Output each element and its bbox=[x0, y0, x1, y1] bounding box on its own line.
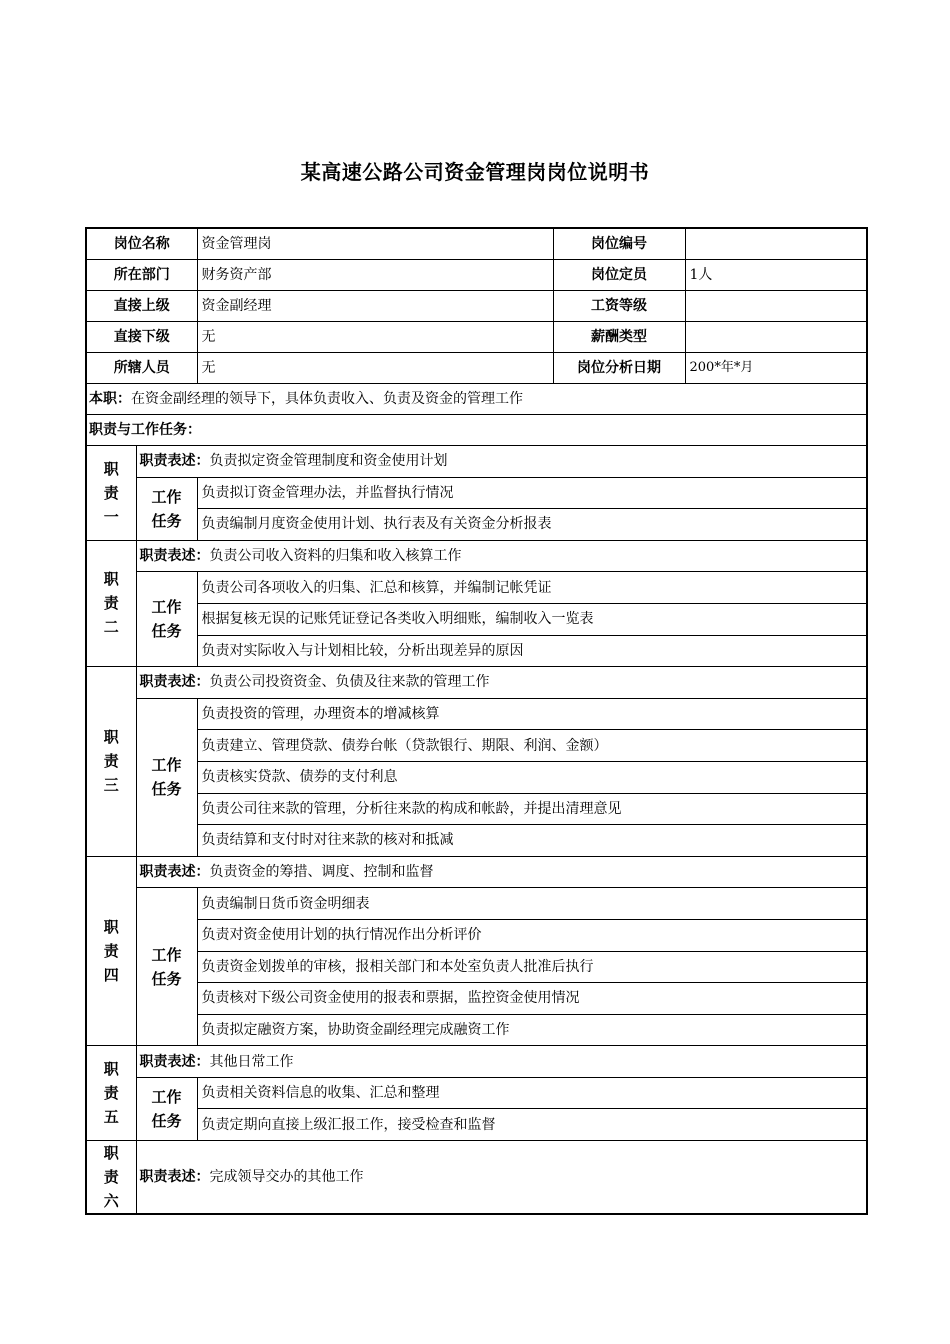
duty-desc-text: 完成领导交办的其他工作 bbox=[209, 1169, 364, 1186]
duty-desc-text: 负责公司收入资料的归集和收入核算工作 bbox=[209, 548, 462, 565]
duty-name-char: 责 bbox=[103, 1084, 119, 1103]
task-label-cell bbox=[136, 572, 197, 667]
position-name-label: 岗位名称 bbox=[86, 228, 197, 260]
task-item: 负责核对下级公司资金使用的报表和票据，监控资金使用情况 bbox=[197, 983, 867, 1015]
grade-label: 工资等级 bbox=[553, 291, 685, 322]
duty-desc-label: 职责表述： bbox=[139, 674, 210, 691]
analysis-date-value: 200*年*月 bbox=[685, 353, 867, 384]
duty-desc-row bbox=[86, 446, 867, 478]
duty-desc-label: 职责表述： bbox=[139, 864, 210, 881]
pay-type-value bbox=[685, 322, 867, 353]
task-label-text: 工作 bbox=[151, 945, 182, 964]
duty-name-char: 责 bbox=[103, 942, 119, 960]
info-row bbox=[86, 322, 867, 353]
task-label-text: 任务 bbox=[151, 622, 182, 641]
duty-name-char: 责 bbox=[103, 1168, 119, 1187]
dept-value: 财务资产部 bbox=[197, 260, 553, 291]
page-title: 某高速公路公司资金管理岗岗位说明书 bbox=[300, 160, 650, 184]
info-row bbox=[86, 260, 867, 291]
duty-desc-cell bbox=[136, 667, 867, 699]
position-name-value: 资金管理岗 bbox=[197, 228, 553, 260]
task-row bbox=[86, 477, 867, 509]
duty-desc-row bbox=[86, 540, 867, 572]
position-no-label: 岗位编号 bbox=[553, 228, 685, 260]
task-row bbox=[86, 698, 867, 730]
task-item: 负责对实际收入与计划相比较，分析出现差异的原因 bbox=[197, 635, 867, 667]
duty-desc-cell bbox=[136, 1046, 867, 1078]
task-row bbox=[86, 1014, 867, 1046]
duty-name-char: 职 bbox=[103, 728, 119, 747]
task-label-cell bbox=[136, 888, 197, 1046]
subordinate-label: 直接下级 bbox=[86, 322, 197, 353]
task-row bbox=[86, 603, 867, 635]
duty-desc-text: 其他日常工作 bbox=[209, 1053, 294, 1070]
task-label-text: 工作 bbox=[151, 1087, 182, 1106]
duty-desc-cell bbox=[136, 856, 867, 888]
duty-name-cell bbox=[86, 446, 136, 541]
task-label-cell bbox=[136, 698, 197, 856]
duty-name-cell bbox=[86, 1141, 136, 1215]
duty-statement-cell bbox=[86, 384, 867, 415]
task-label-cell bbox=[136, 477, 197, 540]
dept-label: 所在部门 bbox=[86, 260, 197, 291]
duty-desc-row bbox=[86, 1046, 867, 1078]
task-item: 负责编制日货币资金明细表 bbox=[197, 888, 867, 920]
duty-statement-text: 在资金副经理的领导下，具体负责收入、负责及资金的管理工作 bbox=[131, 391, 523, 407]
duties-header-row bbox=[86, 415, 867, 446]
duty-desc-label: 职责表述： bbox=[139, 1053, 210, 1070]
duty-name-char: 职 bbox=[103, 570, 119, 589]
duty-name-char: 二 bbox=[103, 618, 119, 637]
task-row bbox=[86, 761, 867, 793]
task-label-text: 任务 bbox=[151, 780, 182, 799]
duty-name-char: 职 bbox=[103, 918, 119, 936]
governed-value: 无 bbox=[197, 353, 553, 384]
task-item: 负责拟订资金管理办法，并监督执行情况 bbox=[197, 477, 867, 509]
task-item: 负责投资的管理，办理资本的增减核算 bbox=[197, 698, 867, 730]
task-label-text: 任务 bbox=[151, 1111, 182, 1130]
duty-desc-cell bbox=[136, 540, 867, 572]
duty-desc-label: 职责表述： bbox=[139, 453, 210, 470]
headcount-value: 1人 bbox=[685, 260, 867, 291]
task-item: 负责拟定融资方案，协助资金副经理完成融资工作 bbox=[197, 1014, 867, 1046]
analysis-date-label: 岗位分析日期 bbox=[553, 353, 685, 384]
task-item: 负责相关资料信息的收集、汇总和整理 bbox=[197, 1077, 867, 1109]
task-item: 负责公司往来款的管理，分析往来款的构成和帐龄，并提出清理意见 bbox=[197, 793, 867, 825]
task-row bbox=[86, 730, 867, 762]
job-description-table bbox=[85, 227, 868, 1215]
duty-name-char: 六 bbox=[103, 1192, 119, 1211]
duty-name-char: 职 bbox=[103, 1144, 119, 1163]
task-row bbox=[86, 983, 867, 1015]
duty-name-char: 职 bbox=[103, 1060, 119, 1079]
headcount-label: 岗位定员 bbox=[553, 260, 685, 291]
task-label-text: 工作 bbox=[151, 487, 182, 506]
duty-desc-text: 负责资金的筹措、调度、控制和监督 bbox=[209, 864, 434, 881]
task-item: 负责公司各项收入的归集、汇总和核算，并编制记帐凭证 bbox=[197, 572, 867, 604]
task-row bbox=[86, 572, 867, 604]
task-item: 根据复核无误的记账凭证登记各类收入明细账，编制收入一览表 bbox=[197, 603, 867, 635]
info-row bbox=[86, 291, 867, 322]
subordinate-value: 无 bbox=[197, 322, 553, 353]
task-label-cell bbox=[136, 1077, 197, 1140]
task-label-text: 工作 bbox=[151, 598, 182, 617]
duty-statement-row bbox=[86, 384, 867, 415]
task-row bbox=[86, 1077, 867, 1109]
info-row bbox=[86, 353, 867, 384]
duty-name-char: 责 bbox=[103, 483, 119, 502]
superior-label: 直接上级 bbox=[86, 291, 197, 322]
task-item: 负责核实贷款、债券的支付利息 bbox=[197, 761, 867, 793]
duty-desc-row bbox=[86, 1141, 867, 1215]
duty-desc-text: 负责拟定资金管理制度和资金使用计划 bbox=[209, 453, 448, 470]
duty-name-cell bbox=[86, 540, 136, 666]
duty-desc-label: 职责表述： bbox=[139, 1169, 210, 1186]
duty-name-char: 职 bbox=[103, 459, 119, 478]
duty-desc-cell bbox=[136, 1141, 867, 1215]
task-item: 负责定期向直接上级汇报工作，接受检查和监督 bbox=[197, 1109, 867, 1141]
duty-name-char: 三 bbox=[103, 776, 119, 795]
duty-name-char: 一 bbox=[103, 507, 119, 526]
duty-name-char: 责 bbox=[103, 752, 119, 771]
task-row bbox=[86, 919, 867, 951]
task-item: 负责结算和支付时对往来款的核对和抵减 bbox=[197, 825, 867, 857]
superior-value: 资金副经理 bbox=[197, 291, 553, 322]
task-label-text: 工作 bbox=[151, 756, 182, 775]
info-row bbox=[86, 228, 867, 260]
duty-desc-row bbox=[86, 856, 867, 888]
task-row bbox=[86, 793, 867, 825]
task-row bbox=[86, 1109, 867, 1141]
task-row bbox=[86, 509, 867, 541]
duty-desc-cell bbox=[136, 446, 867, 478]
duty-desc-label: 职责表述： bbox=[139, 548, 210, 565]
duty-name-cell bbox=[86, 667, 136, 857]
duty-desc-text: 负责公司投资资金、负债及往来款的管理工作 bbox=[209, 674, 490, 691]
duty-name-cell bbox=[86, 1046, 136, 1141]
pay-type-label: 薪酬类型 bbox=[553, 322, 685, 353]
duties-header: 职责与工作任务： bbox=[86, 415, 867, 446]
task-item: 负责对资金使用计划的执行情况作出分析评价 bbox=[197, 919, 867, 951]
task-row bbox=[86, 951, 867, 983]
duty-name-char: 四 bbox=[103, 966, 119, 984]
duty-name-char: 五 bbox=[103, 1108, 119, 1127]
task-item: 负责建立、管理贷款、债券台帐（贷款银行、期限、利润、金额） bbox=[197, 730, 867, 762]
task-label-text: 任务 bbox=[151, 969, 182, 988]
governed-label: 所辖人员 bbox=[86, 353, 197, 384]
duty-name-char: 责 bbox=[103, 594, 119, 613]
task-row bbox=[86, 825, 867, 857]
duty-desc-row bbox=[86, 667, 867, 699]
task-label-text: 任务 bbox=[151, 511, 182, 530]
duty-statement-label: 本职： bbox=[89, 391, 131, 407]
task-row bbox=[86, 635, 867, 667]
task-row bbox=[86, 888, 867, 920]
grade-value bbox=[685, 291, 867, 322]
duty-name-cell bbox=[86, 856, 136, 1046]
position-no-value bbox=[685, 228, 867, 260]
task-item: 负责资金划拨单的审核，报相关部门和本处室负责人批准后执行 bbox=[197, 951, 867, 983]
task-item: 负责编制月度资金使用计划、执行表及有关资金分析报表 bbox=[197, 509, 867, 541]
